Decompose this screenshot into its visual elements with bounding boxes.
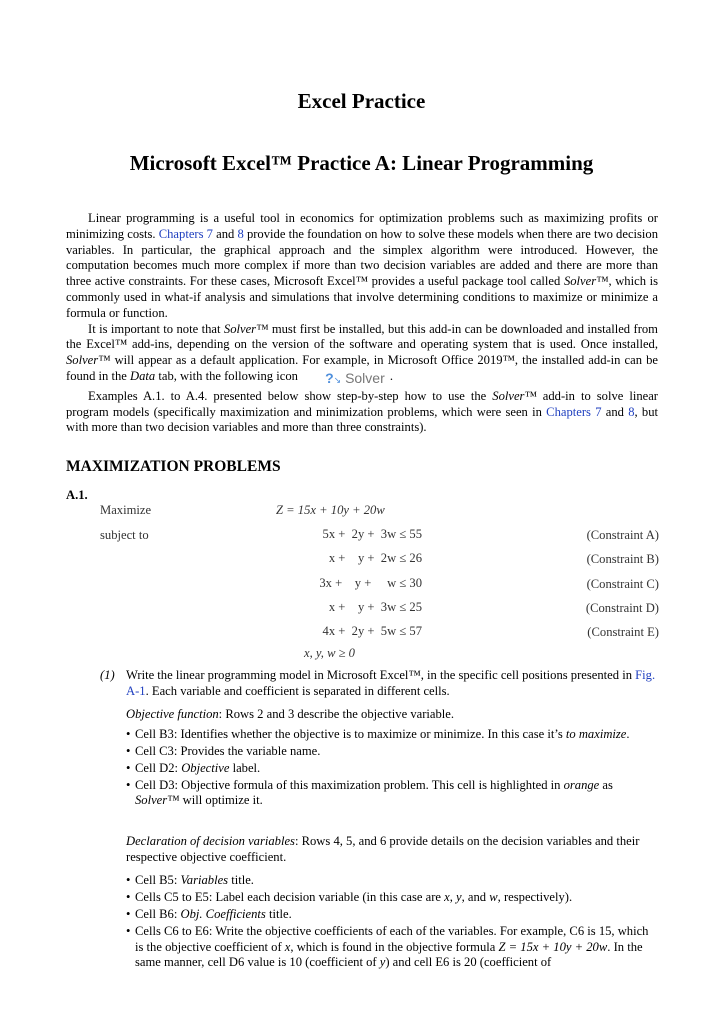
text-run: title. — [228, 873, 254, 888]
chapter-7-link[interactable]: Chapters 7 — [546, 404, 602, 419]
text-run: tab, with the following icon — [155, 368, 302, 383]
text-run: Cell D2: — [135, 760, 182, 775]
chapter-7-link[interactable]: Chapters 7 — [158, 226, 213, 241]
solver-term: Solver™ — [223, 321, 269, 336]
text-run: . Each variable and coefficient is separated in different cells. — [145, 683, 450, 698]
figure-a1-link[interactable]: Fig. A-1 — [126, 668, 656, 698]
constraint-b-label: (Constraint B) — [586, 552, 659, 566]
text-run: Cell B6: — [135, 907, 181, 922]
text-run: orange — [563, 777, 600, 792]
text-run: , which is commonly used in what-if analysis and simulations that involve determining conditions to maximize or minimize a formula or function. — [66, 274, 659, 320]
text-run: x — [444, 890, 450, 905]
list-item — [126, 727, 656, 743]
intro-text — [66, 211, 658, 436]
list-item — [126, 890, 656, 906]
decision-variables-heading — [126, 834, 656, 865]
text-run: will optimize it. — [179, 793, 263, 808]
text-run: label. — [229, 760, 261, 775]
text-run: Variables — [180, 873, 229, 888]
text-run: must first be installed, but this add-in can be downloaded and installed from the Excel™ add-ins, depending on the version of the software and operating system that is used. Once installed, — [66, 321, 658, 352]
text-run: Cell C3: Provides the variable name. — [135, 743, 321, 758]
text-run: Cells C6 to E6: Write the objective coefficients of each of the variables. For example, C6 is 15, which is the objective coefficient of — [135, 924, 649, 954]
intro-paragraph-2 — [66, 322, 658, 389]
solver-term: Solver™ — [492, 388, 537, 403]
text-run: Cells C5 to E5: Label each decision variable (in this case are — [135, 890, 445, 905]
solver-term: Solver™ — [135, 793, 180, 808]
objective-function-section — [126, 707, 656, 810]
constraint-d-label: (Constraint D) — [585, 601, 659, 615]
text-run: Objective — [181, 760, 230, 775]
text-run: x — [284, 939, 291, 954]
chapter-8-link[interactable]: 8 — [628, 404, 635, 419]
intro-paragraph-1 — [66, 211, 658, 322]
text-run: : Rows 2 and 3 describe the objective variable. — [218, 707, 455, 721]
solver-icon: ? — [325, 369, 334, 386]
data-tab-term: Data — [130, 368, 156, 383]
constraint-e-label: (Constraint E) — [587, 625, 659, 639]
text-run: Declaration of decision variables — [126, 834, 295, 848]
text-run: as — [599, 777, 613, 792]
page-subtitle: Microsoft Excel™ Practice A: Linear Programming — [129, 151, 594, 175]
text-run: Obj. Coefficients — [180, 907, 266, 922]
text-run: Cell D3: Objective formula of this maximization problem. This cell is highlighted in — [135, 777, 564, 792]
text-run: : Rows 4, 5, and 6 provide details on the decision variables and their respective objective coefficient. — [126, 834, 640, 864]
text-run: , and — [461, 890, 490, 905]
list-item — [126, 907, 656, 923]
text-run: , — [449, 890, 457, 905]
maximize-label: Maximize — [100, 503, 152, 517]
list-item — [126, 924, 656, 971]
list-item — [126, 744, 656, 760]
text-run: will appear as a default application. For example, in Microsoft Office 2019™, the installed add-in can be found in the — [66, 353, 658, 383]
text-run: Examples A.1. to A.4. presented below show step-by-step how to use the — [88, 388, 493, 403]
text-run: y — [379, 955, 386, 970]
text-run: , respectively). — [497, 890, 573, 905]
decision-bullets — [126, 873, 656, 971]
text-run: w — [489, 890, 498, 905]
text-run: . — [626, 726, 630, 741]
constraint-c-label: (Constraint C) — [586, 577, 659, 591]
solver-term: Solver™ — [66, 353, 111, 368]
list-item — [126, 778, 656, 809]
text-run: Write the linear programming model in Microsoft Excel™, in the specific cell positions presented in — [126, 668, 636, 682]
constraint-b-expression: x + y + 2w ≤ 26 — [328, 551, 422, 565]
solver-icon-label: Solver — [345, 369, 385, 386]
page-title: Excel Practice — [297, 89, 426, 113]
subject-to-label: subject to — [100, 528, 149, 542]
text-run: add-in to solve linear program models (specifically maximization and minimization problems, which were seen in — [66, 388, 658, 419]
text-run: . In the same manner, cell D6 value is 10 (coefficient of — [135, 939, 643, 970]
nonnegativity-constraint: x, y, w ≥ 0 — [304, 646, 355, 660]
text-run: Objective function — [126, 707, 219, 721]
objective-formula-inline: Z = 15x + 10y + 20w — [498, 939, 608, 954]
list-item — [126, 761, 656, 777]
example-label: A.1. — [66, 488, 88, 502]
text-run: . — [389, 368, 394, 383]
text-run: Linear programming is a useful tool in economics for optimization problems such as maximizing profits or minimizing costs. — [66, 211, 658, 241]
chapter-8-link[interactable]: 8 — [237, 226, 244, 241]
text-run: It is important to note that — [88, 321, 224, 336]
text-run: Cell B3: Identifies whether the objective is to maximize or minimize. In this case it’s — [135, 726, 566, 741]
constraint-a-expression: 5x + 2y + 3w ≤ 55 — [322, 527, 422, 541]
text-run: Cell B5: — [135, 873, 181, 888]
solver-icon-arrow: ↘ — [333, 374, 342, 385]
text-run: provide the foundation on how to solve these models when there are two decision variables. In particular, the graphical approach and the simplex algorithm were introduced. However, the computation becomes much more complex if more than two decision variables are added and there are more than three active constraints. For these cases, Microsoft Excel™ provides a useful package tool called — [66, 226, 659, 289]
solver-button-image — [301, 371, 387, 389]
text-run: and — [212, 226, 238, 241]
step-1 — [100, 668, 656, 699]
solver-term: Solver™ — [563, 274, 609, 289]
text-run: , which is found in the objective formula — [290, 939, 499, 954]
decision-variables-section — [126, 834, 656, 972]
text-run: to maximize — [565, 726, 627, 741]
step-1-number: (1) — [100, 668, 115, 682]
constraint-a-label: (Constraint A) — [586, 528, 659, 542]
section-heading: MAXIMIZATION PROBLEMS — [66, 458, 281, 475]
constraint-c-expression: 3x + y + w ≤ 30 — [319, 576, 422, 590]
objective-function-heading — [126, 707, 656, 723]
objective-bullets — [126, 727, 656, 809]
text-run: y — [456, 890, 462, 905]
text-run: ) and cell E6 is 20 (coefficient of — [385, 955, 552, 970]
intro-paragraph-3 — [66, 389, 658, 436]
text-run: and — [601, 404, 629, 419]
constraint-e-expression: 4x + 2y + 5w ≤ 57 — [322, 624, 422, 638]
text-run: title. — [265, 907, 292, 922]
constraint-d-expression: x + y + 3w ≤ 25 — [328, 600, 422, 614]
step-1-item — [100, 668, 656, 699]
objective-function: Z = 15x + 10y + 20w — [276, 503, 385, 517]
text-run: , but with more than two decision variables and more than three constraints). — [66, 404, 659, 435]
list-item — [126, 873, 656, 889]
